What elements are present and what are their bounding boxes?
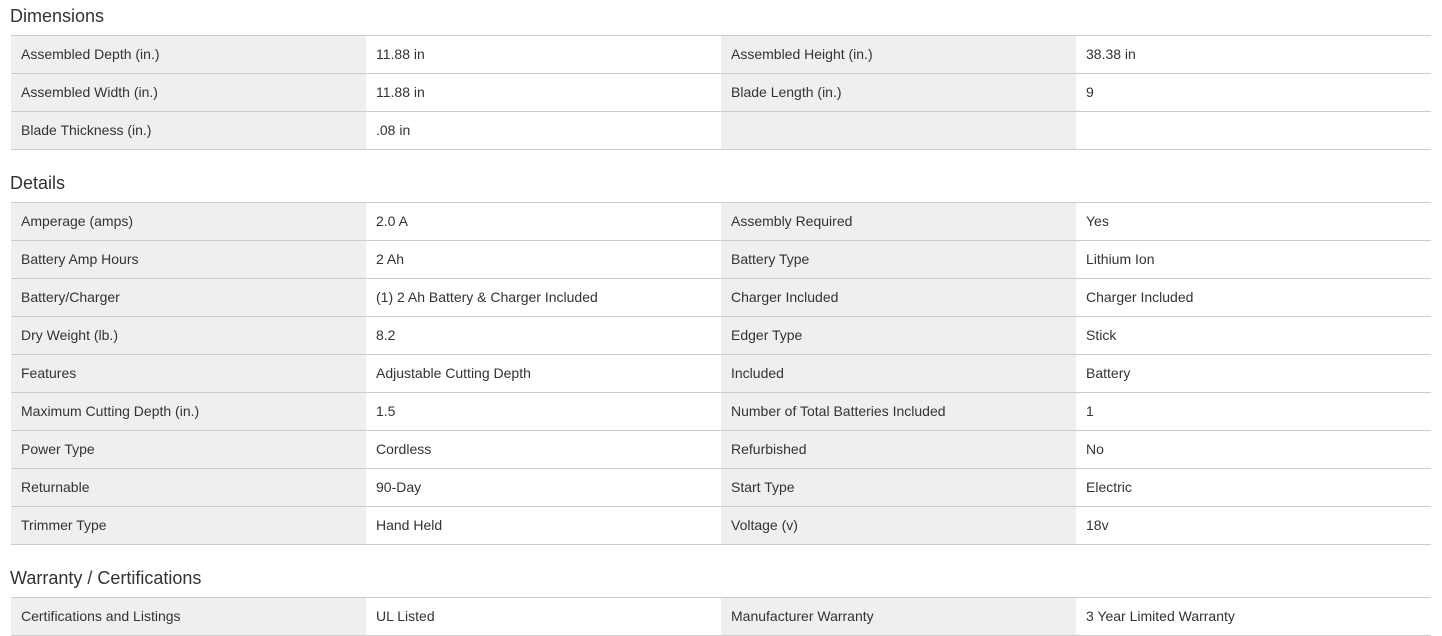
spec-label: Assembled Depth (in.) bbox=[11, 36, 366, 73]
spec-label: Manufacturer Warranty bbox=[721, 598, 1076, 635]
table-row bbox=[11, 241, 1431, 279]
spec-value: Hand Held bbox=[366, 507, 721, 544]
spec-label: Returnable bbox=[11, 469, 366, 506]
spec-label: Assembly Required bbox=[721, 203, 1076, 240]
spec-value: UL Listed bbox=[366, 598, 721, 635]
table-row bbox=[11, 74, 1431, 112]
spec-value: Electric bbox=[1076, 469, 1431, 506]
spec-value: 8.2 bbox=[366, 317, 721, 354]
spec-label: Blade Thickness (in.) bbox=[11, 112, 366, 149]
spec-value: 1.5 bbox=[366, 393, 721, 430]
spec-value: 90-Day bbox=[366, 469, 721, 506]
spec-label: Start Type bbox=[721, 469, 1076, 506]
table-row bbox=[11, 36, 1431, 74]
spec-label: Edger Type bbox=[721, 317, 1076, 354]
table-row bbox=[11, 393, 1431, 431]
section-title-dimensions: Dimensions bbox=[10, 6, 105, 26]
spec-label: Battery Amp Hours bbox=[11, 241, 366, 278]
spec-label-empty bbox=[721, 112, 1076, 149]
spec-label: Voltage (v) bbox=[721, 507, 1076, 544]
dimensions-table bbox=[11, 35, 1431, 150]
table-row bbox=[11, 507, 1431, 545]
table-row bbox=[11, 317, 1431, 355]
spec-value: .08 in bbox=[366, 112, 721, 149]
spec-label: Number of Total Batteries Included bbox=[721, 393, 1076, 430]
spec-value-empty bbox=[1076, 112, 1431, 149]
spec-value: (1) 2 Ah Battery & Charger Included bbox=[366, 279, 721, 316]
details-table bbox=[11, 202, 1431, 545]
spec-value: No bbox=[1076, 431, 1431, 468]
spec-value: 2.0 A bbox=[366, 203, 721, 240]
table-row bbox=[11, 431, 1431, 469]
spec-value: 2 Ah bbox=[366, 241, 721, 278]
spec-label: Assembled Width (in.) bbox=[11, 74, 366, 111]
spec-label: Charger Included bbox=[721, 279, 1076, 316]
spec-label: Amperage (amps) bbox=[11, 203, 366, 240]
spec-value: 3 Year Limited Warranty bbox=[1076, 598, 1431, 635]
table-row bbox=[11, 112, 1431, 150]
table-row bbox=[11, 203, 1431, 241]
spec-value: Charger Included bbox=[1076, 279, 1431, 316]
spec-value: 18v bbox=[1076, 507, 1431, 544]
spec-value: Yes bbox=[1076, 203, 1431, 240]
spec-label: Battery/Charger bbox=[11, 279, 366, 316]
spec-label: Refurbished bbox=[721, 431, 1076, 468]
spec-value: 9 bbox=[1076, 74, 1431, 111]
spec-value: Battery bbox=[1076, 355, 1431, 392]
spec-label: Battery Type bbox=[721, 241, 1076, 278]
spec-label: Assembled Height (in.) bbox=[721, 36, 1076, 73]
spec-label: Power Type bbox=[11, 431, 366, 468]
details-section bbox=[11, 168, 1431, 545]
spec-value: 11.88 in bbox=[366, 36, 721, 73]
spec-label: Blade Length (in.) bbox=[721, 74, 1076, 111]
warranty-section bbox=[11, 563, 1431, 636]
spec-value: Cordless bbox=[366, 431, 721, 468]
spec-value: Stick bbox=[1076, 317, 1431, 354]
table-row bbox=[11, 598, 1431, 636]
table-row bbox=[11, 279, 1431, 317]
spec-value: Lithium Ion bbox=[1076, 241, 1431, 278]
spec-value: Adjustable Cutting Depth bbox=[366, 355, 721, 392]
spec-label: Trimmer Type bbox=[11, 507, 366, 544]
spec-label: Certifications and Listings bbox=[11, 598, 366, 635]
spec-value: 11.88 in bbox=[366, 74, 721, 111]
spec-label: Included bbox=[721, 355, 1076, 392]
spec-label: Maximum Cutting Depth (in.) bbox=[11, 393, 366, 430]
warranty-table bbox=[11, 597, 1431, 636]
spec-label: Dry Weight (lb.) bbox=[11, 317, 366, 354]
dimensions-section bbox=[11, 1, 1431, 150]
spec-value: 38.38 in bbox=[1076, 36, 1431, 73]
spec-value: 1 bbox=[1076, 393, 1431, 430]
table-row bbox=[11, 355, 1431, 393]
table-row bbox=[11, 469, 1431, 507]
section-title-warranty: Warranty / Certifications bbox=[10, 568, 202, 588]
section-title-details: Details bbox=[10, 173, 66, 193]
spec-label: Features bbox=[11, 355, 366, 392]
